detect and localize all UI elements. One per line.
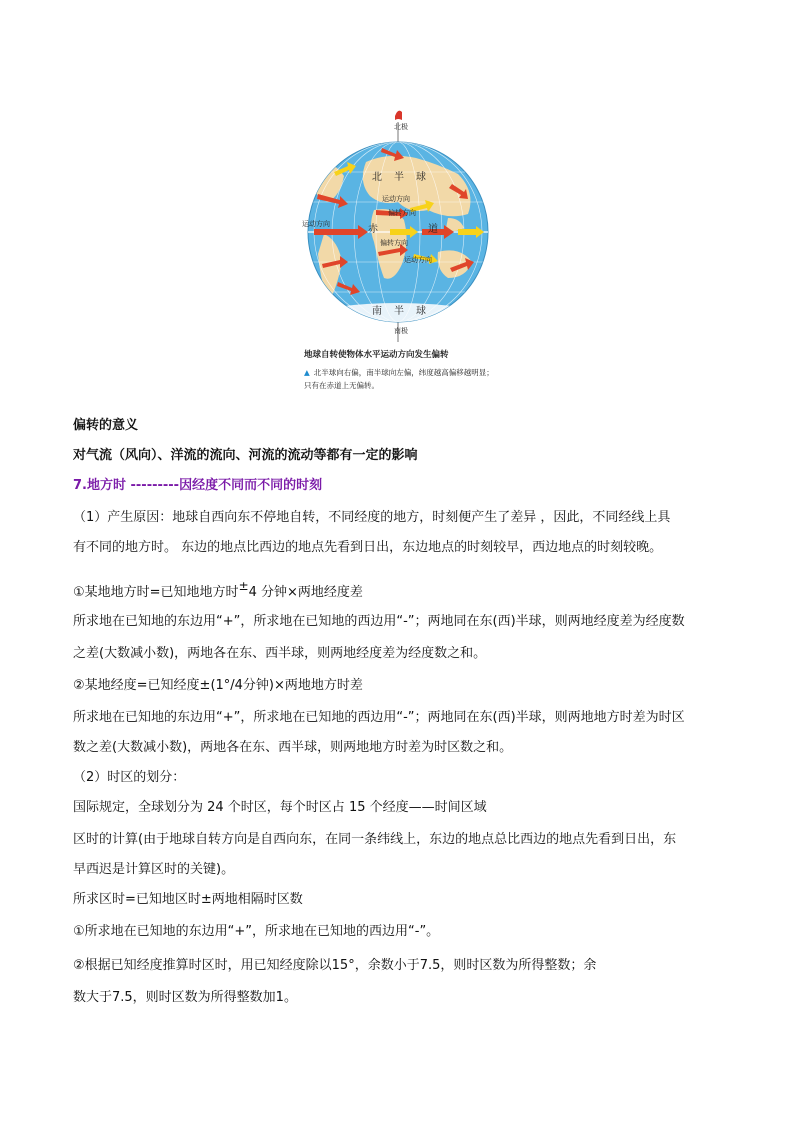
heading-deflection-influence: 对气流（风向）、洋流的流向、河流的流动等都有一定的影响 [73,448,418,463]
formula-local-time-desc-2: 之差(大数减小数)，两地各在东、西半球，则两地经度差为经度数之和。 [73,646,487,661]
formula-longitude-desc-2: 数之差(大数减小数)，两地各在东、西半球，则两地地方时差为时区数之和。 [73,740,513,755]
section-title-local-time: 7.地方时 ---------因经度不同而不同的时刻 [73,478,323,493]
motion-direction-label-left: 运动方向 [302,220,330,228]
zone-calc-line-2: 数大于7.5，则时区数为所得整数加1。 [73,990,297,1005]
southern-hemisphere-label: 南半球 [372,306,438,317]
heading-deflection-significance: 偏转的意义 [73,418,139,433]
paragraph-cause-line-1: （1）产生原因：地球自西向东不停地自转，不同经度的地方，时刻便产生了差异 ，因此，不同经线上具 [73,510,671,525]
figure-caption-note [304,366,496,392]
equator-label-left: 赤 [368,224,378,235]
triangle-icon: ▲ [304,368,310,377]
formula-zone-time: 所求区时=已知地区时±两地相隔时区数 [73,892,303,907]
south-pole-label: 南极 [394,327,408,335]
paragraph-time-zone-line-1: 国际规定，全球划分为 24 个时区，每个时区占 15 个经度——时间区域 [73,800,487,815]
deflection-direction-label-south: 偏转方向 [380,239,408,247]
equator-label-right: 道 [428,224,438,235]
figure-caption-title: 地球自转使物体水平运动方向发生偏转 [304,350,449,360]
northern-hemisphere-label: 北半球 [372,172,438,183]
figure-caption-note-text: 北半球向右偏，南半球向左偏，纬度越高偏移越明显；只有在赤道上无偏转。 [304,368,494,390]
deflection-direction-label-north: 偏转方向 [388,209,416,217]
formula-local-time-prefix: ①某地地方时=已知地地方时 [73,585,239,600]
plus-minus-sign: ± [238,579,249,593]
earth-deflection-figure [298,102,498,402]
paragraph-time-zone-title: （2）时区的划分： [73,770,186,785]
zone-calc-line-1: ②根据已知经度推算时区时，用已知经度除以15°，余数小于7.5，则时区数为所得整数；余 [73,958,597,973]
formula-longitude-desc-1: 所求地在已知地的东边用“+”，所求地在已知地的西边用“-”；两地同在东(西)半球，则两地地方时差为时区 [73,710,685,725]
motion-direction-label-south: 运动方向 [404,256,432,264]
formula-local-time-desc-1: 所求地在已知地的东边用“+”，所求地在已知地的西边用“-”；两地同在东(西)半球，则两地经度差为经度数 [73,614,685,629]
north-pole-label: 北极 [394,123,408,131]
paragraph-cause-line-2: 有不同的地方时。 东边的地点比西边的地点先看到日出，东边地点的时刻较早，西边地点的时刻较晚。 [73,540,663,555]
formula-local-time [73,579,723,603]
formula-zone-time-desc: ①所求地在已知地的东边用“+”，所求地在已知地的西边用“-”。 [73,924,440,939]
formula-longitude: ②某地经度=已知经度±(1°/4分钟)×两地地方时差 [73,678,363,693]
motion-direction-label-north: 运动方向 [382,195,410,203]
rotation-arrow-icon [395,111,402,120]
paragraph-time-zone-line-3: 早西迟是计算区时的关键)。 [73,862,235,877]
formula-local-time-suffix: 4 分钟×两地经度差 [248,585,363,600]
paragraph-time-zone-line-2: 区时的计算(由于地球自转方向是自西向东，在同一条纬线上，东边的地点总比西边的地点先看到日出，东 [73,832,677,847]
